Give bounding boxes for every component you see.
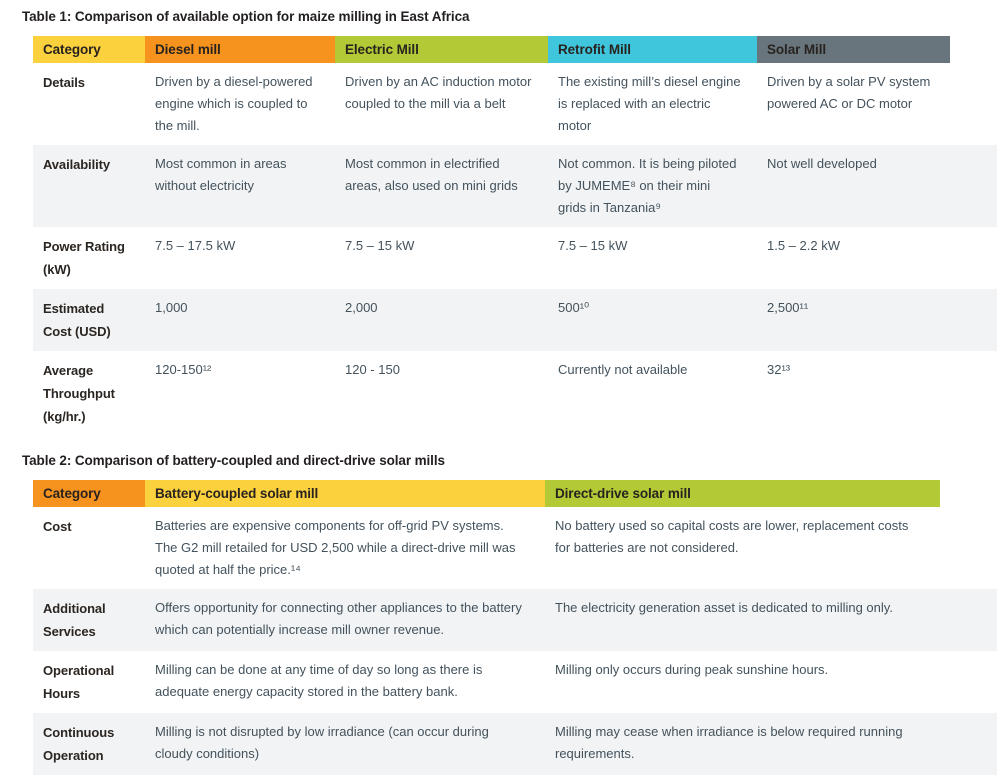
table-cell: Not well developed [767,156,877,171]
table-cell: Batteries are expensive components for off-grid PV systems. The G2 mill retailed for USD 2,500 while a direct-drive mill was quoted at half the price.¹⁴ [155,518,516,577]
table2-header-row [33,480,997,507]
table-cell: Milling may cease when irradiance is below required running requirements. [555,724,903,761]
table1-header-row [33,36,997,63]
table-cell: The electricity generation asset is dedicated to milling only. [555,600,893,615]
row-label: Details [43,75,85,90]
table2-header-battery-coupled: Battery-coupled solar mill [145,480,545,507]
table1-header-solar-mill: Solar Mill [757,36,950,63]
table2-row-operational-hours [33,651,997,713]
row-label: Cost [43,519,72,534]
table-cell: 120-150¹² [155,362,212,377]
table-cell: 1.5 – 2.2 kW [767,238,840,253]
table1-row-availability [33,145,997,227]
table-cell: The existing mill’s diesel engine is replaced with an electric motor [558,74,741,133]
table-cell: 7.5 – 15 kW [345,238,415,253]
table2-row-additional-services [33,589,997,651]
table2-header-direct-drive: Direct-drive solar mill [545,480,940,507]
table1-title: Table 1: Comparison of available option for maize milling in East Africa [22,9,470,24]
table1-row-power-rating [33,227,997,289]
row-label: Additional Services [43,601,106,639]
table-cell: Not common. It is being piloted by JUMEME⁸ on their mini grids in Tanzania⁹ [558,156,737,215]
table-cell: Milling can be done at any time of day so long as there is adequate energy capacity stored in the battery bank. [155,662,483,699]
table-cell: Most common in areas without electricity [155,156,287,193]
table-cell: 7.5 – 17.5 kW [155,238,236,253]
table-cell: Milling is not disrupted by low irradiance (can occur during cloudy conditions) [155,724,489,761]
table-cell: 120 - 150 [345,362,400,377]
table-cell: 2,000 [345,300,378,315]
row-label: Continuous Operation [43,725,115,763]
table1-header-electric-mill: Electric Mill [335,36,548,63]
row-label: Operational Hours [43,663,115,701]
table1-row-estimated-cost [33,289,997,351]
row-label: Power Rating (kW) [43,239,125,277]
table-cell: Driven by a diesel-powered engine which is coupled to the mill. [155,74,313,133]
table1-row-details [33,63,997,145]
table-cell: Currently not available [558,362,688,377]
table1-header-retrofit-mill: Retrofit Mill [548,36,757,63]
table1-header-diesel-mill: Diesel mill [145,36,335,63]
table-cell: Driven by an AC induction motor coupled to the mill via a belt [345,74,532,111]
table-cell: 500¹⁰ [558,300,590,315]
table2-title: Table 2: Comparison of battery-coupled and direct-drive solar mills [22,453,445,468]
row-label: Availability [43,157,110,172]
table-cell: No battery used so capital costs are lower, replacement costs for batteries are not considered. [555,518,909,555]
row-label: Average Throughput (kg/hr.) [43,363,115,424]
table-cell: 7.5 – 15 kW [558,238,628,253]
table-cell: 1,000 [155,300,188,315]
row-label: Estimated Cost (USD) [43,301,111,339]
table2-row-continuous-operation [33,713,997,775]
table-cell: Driven by a solar PV system powered AC or DC motor [767,74,931,111]
table1 [33,36,997,436]
table2-row-cost [33,507,997,589]
table2 [33,480,997,775]
table2-header-category: Category [33,480,145,507]
table-cell: Offers opportunity for connecting other appliances to the battery which can potentially increase mill owner revenue. [155,600,522,637]
table-cell: 32¹³ [767,362,791,377]
table1-header-category: Category [33,36,145,63]
table1-row-average-throughput [33,351,997,436]
table-cell: Most common in electrified areas, also used on mini grids [345,156,518,193]
table-cell: 2,500¹¹ [767,300,809,315]
table-cell: Milling only occurs during peak sunshine hours. [555,662,829,677]
